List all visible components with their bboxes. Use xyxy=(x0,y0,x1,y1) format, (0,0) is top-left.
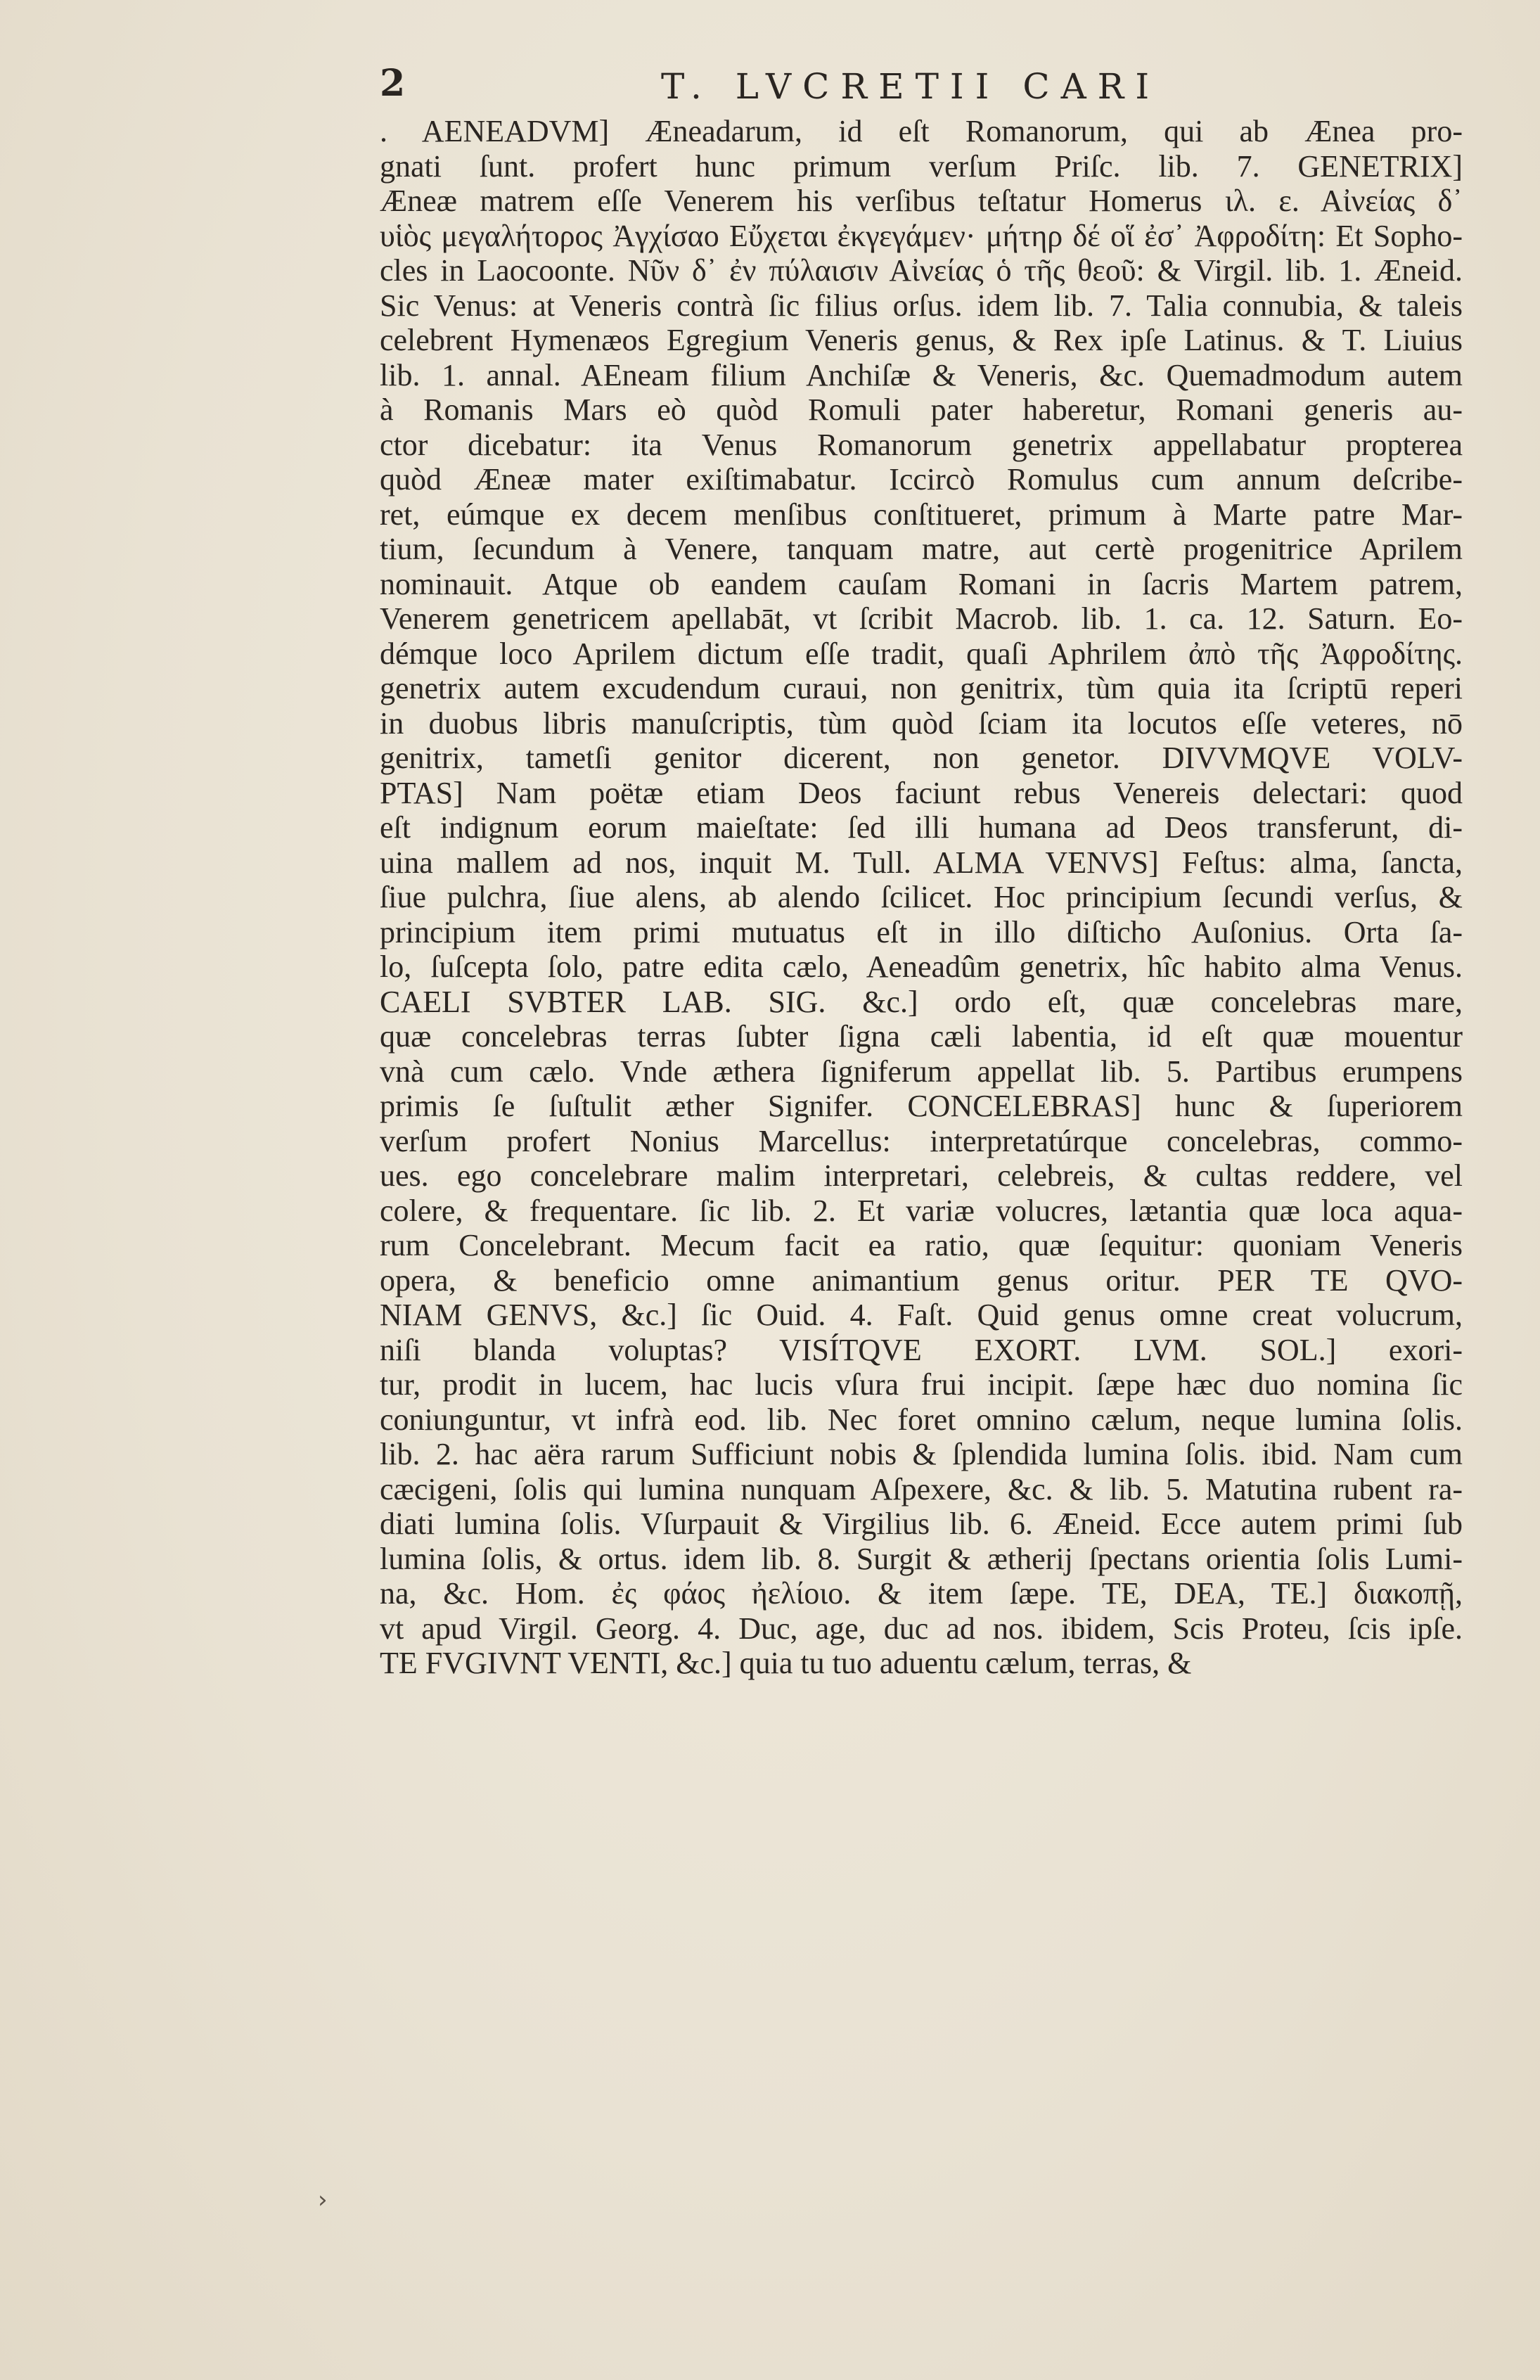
text-line: PTAS] Nam poëtæ etiam Deos faciunt rebus Venereis delectari: quod xyxy=(380,775,1463,810)
text-line: à Romanis Mars eò quòd Romuli pater haberetur, Romani generis au- xyxy=(380,392,1463,427)
text-line: ctor dicebatur: ita Venus Romanorum genetrix appellabatur propterea xyxy=(380,427,1463,462)
text-line: NIAM GENVS, &c.] ſic Ouid. 4. Faſt. Quid genus omne creat volucrum, xyxy=(380,1298,1463,1332)
text-line: tium, ſecundum à Venere, tanquam matre, aut certè progenitrice Aprilem xyxy=(380,532,1463,566)
text-line: genitrix, tametſi genitor dicerent, non genetor. DIVVMQVE VOLV- xyxy=(380,741,1463,775)
page-number: 2 xyxy=(380,62,407,105)
text-line: lib. 1. annal. AEneam filium Anchiſæ & Veneris, &c. Quemadmodum autem xyxy=(380,357,1463,392)
text-line: colere, & frequentare. ſic lib. 2. Et variæ volucres, lætantia quæ loca aqua- xyxy=(380,1193,1463,1228)
text-line: opera, & beneficio omne animantium genus oritur. PER TE QVO- xyxy=(380,1262,1463,1298)
text-line: lib. 2. hac aëra rarum Sufficiunt nobis & ſplendida lumina ſolis. ibid. Nam cum xyxy=(380,1437,1463,1471)
marginal-mark: › xyxy=(318,2186,328,2214)
text-line: quæ concelebras terras ſubter ſigna cæli labentia, id eſt quæ mouentur xyxy=(380,1019,1463,1054)
text-line: lumina ſolis, & ortus. idem lib. 8. Surgit & ætherij ſpectans orientia ſolis Lumi- xyxy=(380,1541,1463,1576)
page-header xyxy=(380,62,1456,111)
text-line: ues. ego concelebrare malim interpretari, celebreis, & cultas reddere, vel xyxy=(380,1158,1463,1193)
text-line: rum Concelebrant. Mecum facit ea ratio, quæ ſequitur: quoniam Veneris xyxy=(380,1228,1463,1262)
text-line: lo, ſuſcepta ſolo, patre edita cælo, Aeneadûm genetrix, hîc habito alma Venus. xyxy=(380,949,1463,984)
text-line: ret, eúmque ex decem menſibus conſtitueret, primum à Marte patre Mar- xyxy=(380,497,1463,532)
text-line: TE FVGIVNT VENTI, &c.] quia tu tuo aduentu cælum, terras, & xyxy=(380,1646,1192,1680)
text-line: uina mallem ad nos, inquit M. Tull. ALMA VENVS] Feſtus: alma, ſancta, xyxy=(380,845,1463,880)
text-line: quòd Æneæ mater exiſtimabatur. Iccircò Romulus cum annum deſcribe- xyxy=(380,462,1463,497)
text-line: cæcigeni, ſolis qui lumina nunquam Aſpexere, &c. & lib. 5. Matutina rubent ra- xyxy=(380,1471,1463,1506)
text-line: primis ſe ſuſtulit æther Signifer. CONCELEBRAS] hunc & ſuperiorem xyxy=(380,1089,1463,1123)
text-line: ſiue pulchra, ſiue alens, ab alendo ſcilicet. Hoc principium ſecundi verſus, & xyxy=(380,880,1463,914)
text-line: cles in Laocoonte. Νῦν δ᾽ ἐν πύλαισιν Αἰνείας ὁ τῆς θεοῦ: & Virgil. lib. 1. Æneid. xyxy=(380,253,1463,288)
text-line: verſum profert Nonius Marcellus: interpretatúrque concelebras, commo- xyxy=(380,1123,1463,1158)
text-line: Venerem genetricem apellabāt, vt ſcribit Macrob. lib. 1. ca. 12. Saturn. Eo- xyxy=(380,601,1463,636)
text-line: gnati ſunt. profert hunc primum verſum Priſc. lib. 7. GENETRIX] xyxy=(380,148,1463,184)
text-line: na, &c. Hom. ἐς φάος ἠελίοιο. & item ſæpe. TE, DEA, TE.] διακοπῇ, xyxy=(380,1576,1463,1611)
text-line: niſi blanda voluptas? VISÍTQVE EXORT. LVM. SOL.] exori- xyxy=(380,1332,1463,1367)
text-line: υἱὸς μεγαλήτορος Ἀγχίσαο Εὔχεται ἐκγεγάμεν· μήτηρ δέ οἵ ἐσ᾽ Ἀφροδίτη: Et Sopho- xyxy=(380,218,1463,253)
text-line: genetrix autem excudendum curaui, non genitrix, tùm quia ita ſcriptū reperi xyxy=(380,671,1463,705)
text-line: in duobus libris manuſcriptis, tùm quòd ſciam ita locutos eſſe veteres, nō xyxy=(380,705,1463,741)
running-title: T. LVCRETII CARI xyxy=(661,66,1161,107)
text-line: Æneæ matrem eſſe Venerem his verſibus teſtatur Homerus ιλ. ε. Αἰνείας δ᾽ xyxy=(380,184,1463,218)
text-line: diati lumina ſolis. Vſurpauit & Virgilius lib. 6. Æneid. Ecce autem primi ſub xyxy=(380,1506,1463,1541)
text-line: coniunguntur, vt infrà eod. lib. Nec foret omnino cælum, neque lumina ſolis. xyxy=(380,1402,1463,1437)
commentary-text-block xyxy=(380,114,1463,1681)
text-line: principium item primi mutuatus eſt in illo diſticho Auſonius. Orta ſa- xyxy=(380,914,1463,949)
text-line: eſt indignum eorum maieſtate: ſed illi humana ad Deos transferunt, di- xyxy=(380,810,1463,845)
text-line: nominauit. Atque ob eandem cauſam Romani in ſacris Martem patrem, xyxy=(380,566,1463,601)
text-line: vt apud Virgil. Georg. 4. Duc, age, duc ad nos. ibidem, Scis Proteu, ſcis ipſe. xyxy=(380,1611,1463,1646)
text-line: démque loco Aprilem dictum eſſe tradit, quaſi Aphrilem ἀπὸ τῆς Ἀφροδίτης. xyxy=(380,636,1463,671)
text-line: CAELI SVBTER LAB. SIG. &c.] ordo eſt, quæ concelebras mare, xyxy=(380,984,1463,1019)
text-line: . AENEADVM] Æneadarum, id eſt Romanorum, qui ab Ænea pro- xyxy=(380,114,1463,148)
text-line: vnà cum cælo. Vnde æthera ſigniferum appellat lib. 5. Partibus erumpens xyxy=(380,1054,1463,1089)
text-line: Sic Venus: at Veneris contrà ſic filius orſus. idem lib. 7. Talia connubia, & taleis xyxy=(380,288,1463,323)
text-line: celebrent Hymenæos Egregium Veneris genus, & Rex ipſe Latinus. & T. Liuius xyxy=(380,323,1463,357)
text-line: tur, prodit in lucem, hac lucis vſura frui incipit. ſæpe hæc duo nomina ſic xyxy=(380,1367,1463,1402)
